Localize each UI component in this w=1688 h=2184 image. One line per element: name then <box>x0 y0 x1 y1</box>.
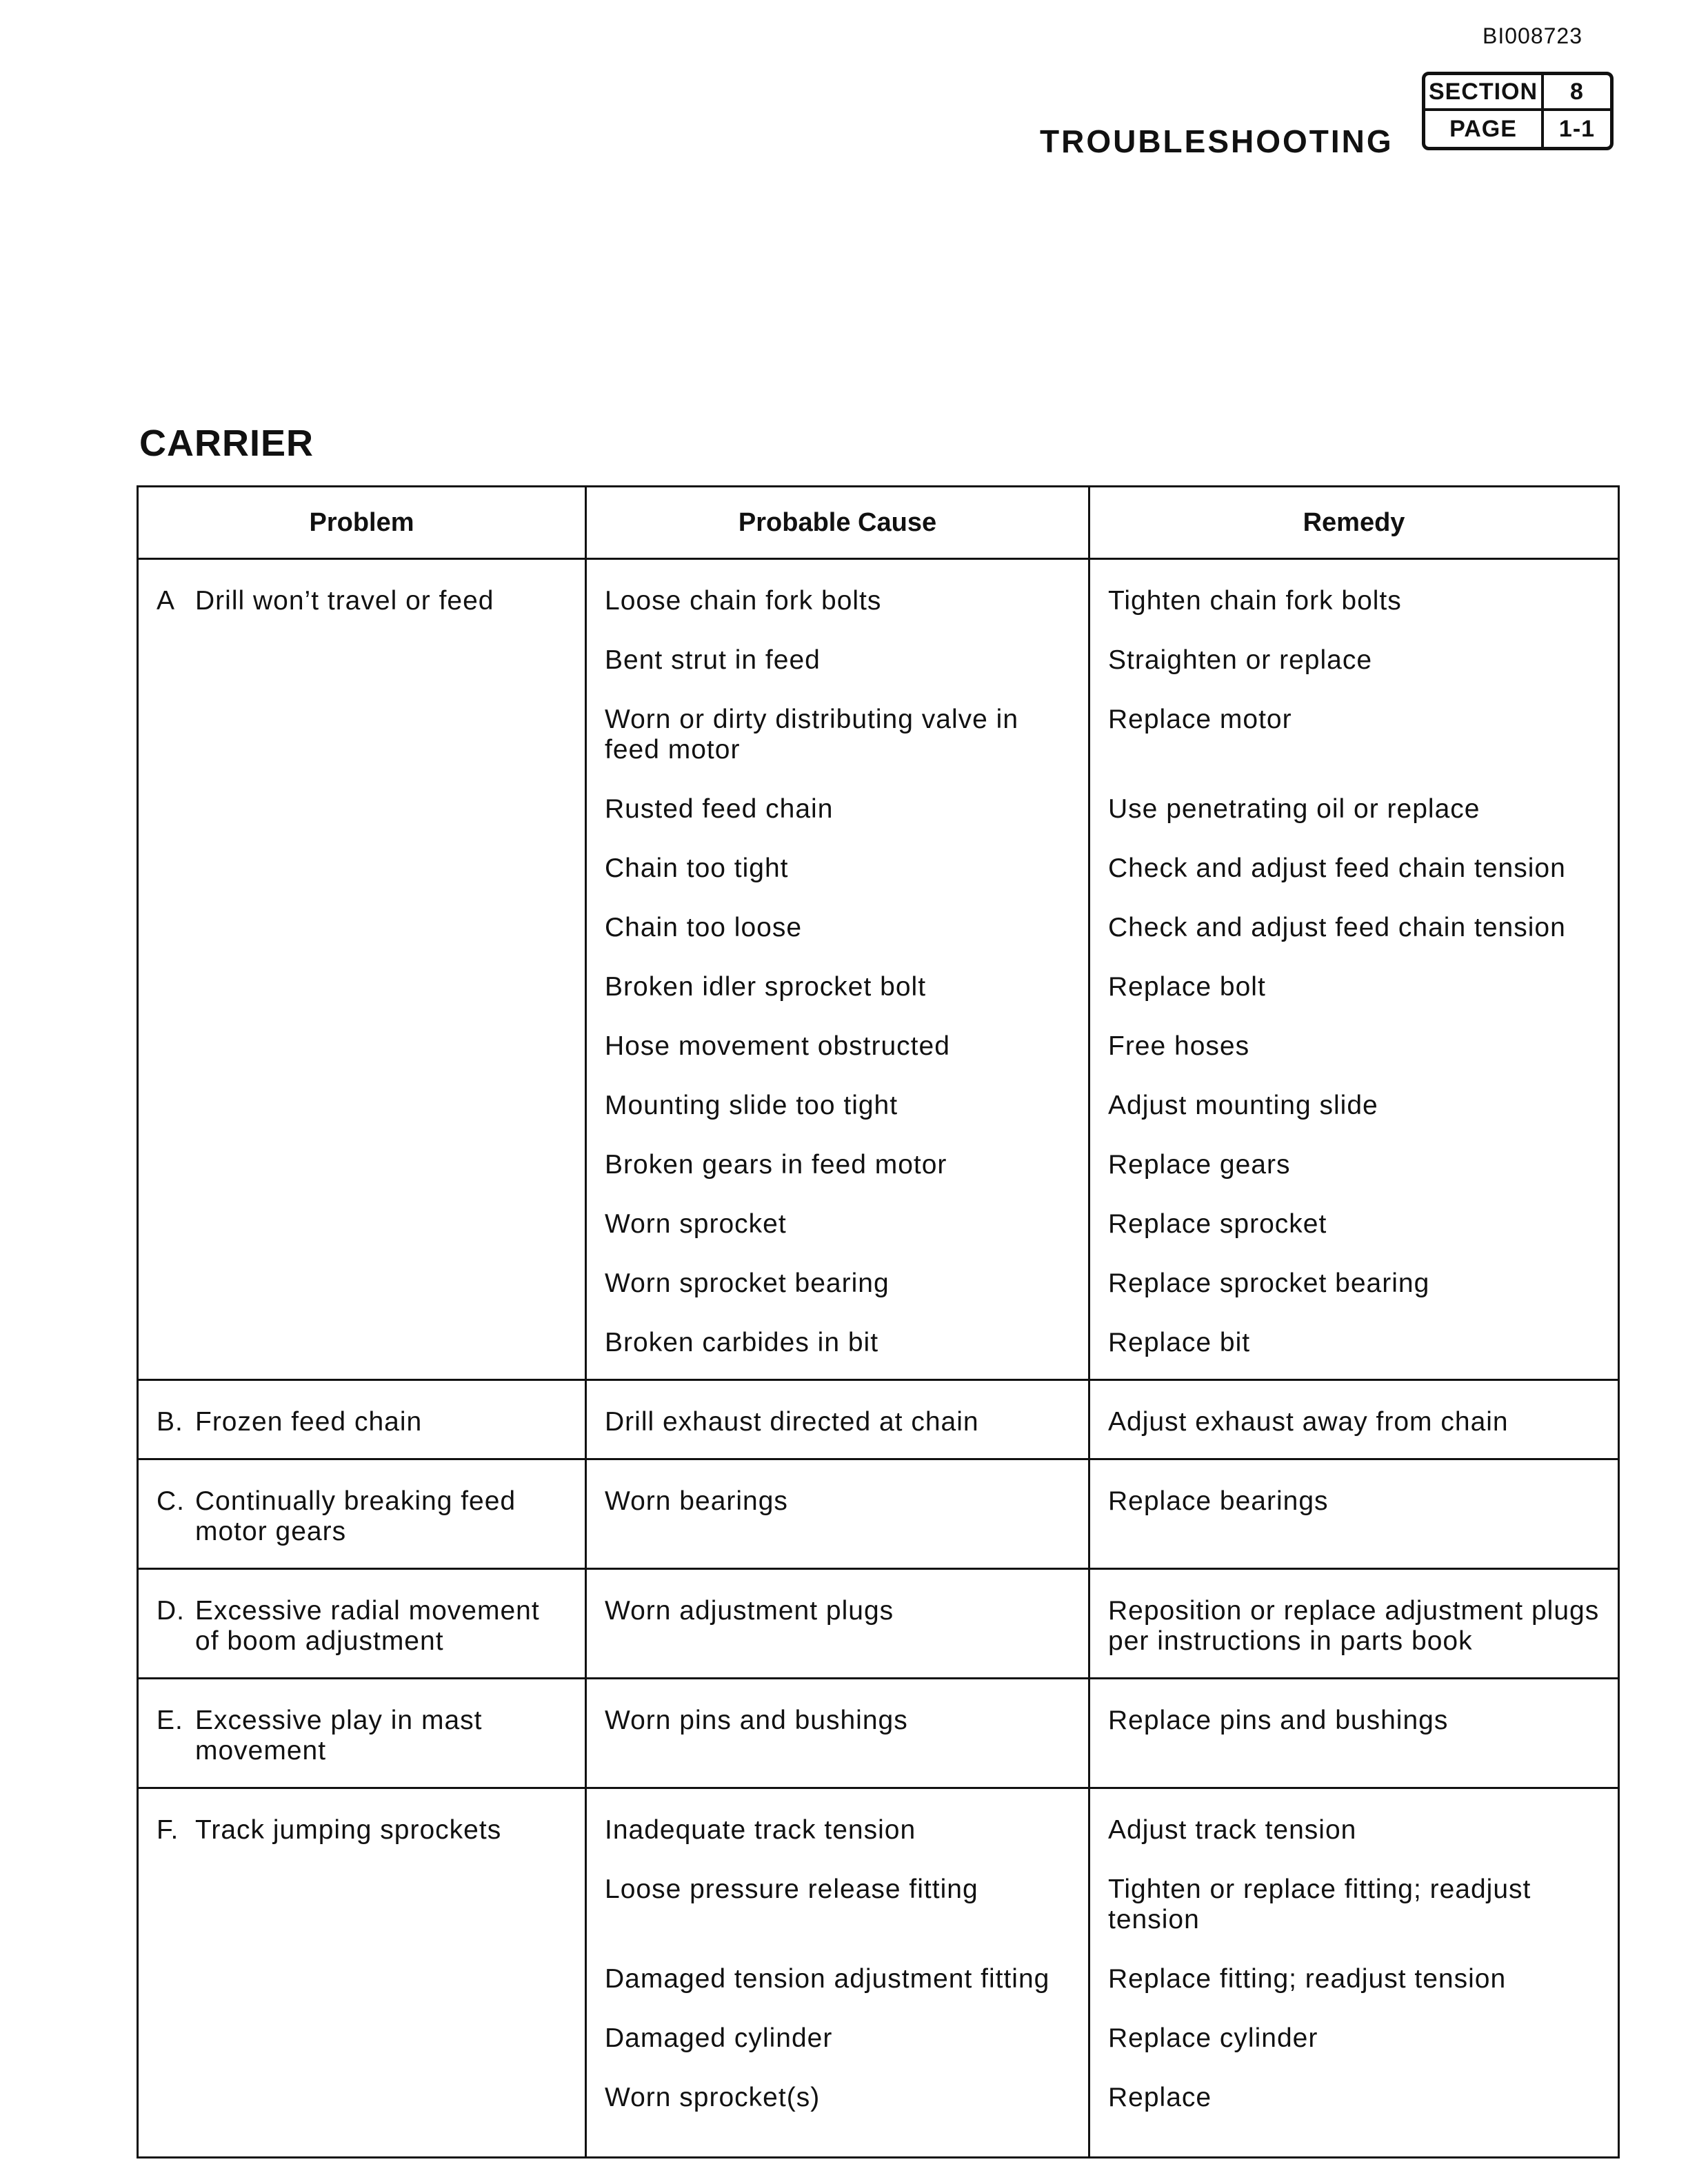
cause-item: Bent strut in feed <box>605 645 821 675</box>
problem-letter: A <box>157 586 176 616</box>
problem-description: Excessive radial movement of boom adjustment <box>195 1596 540 1656</box>
table-header-row <box>138 487 1619 559</box>
cause-item: Worn sprocket <box>605 1209 787 1239</box>
remedy-item: Check and adjust feed chain tension <box>1108 853 1566 883</box>
problem-cell <box>138 1459 586 1569</box>
problem-letter: E. <box>157 1706 183 1735</box>
problem-cell <box>138 1569 586 1679</box>
problem-letter: D. <box>157 1596 185 1626</box>
cause-item: Inadequate track tension <box>605 1815 916 1845</box>
cause-item: Damaged tension adjustment fitting <box>605 1964 1050 1994</box>
remedy-item: Adjust mounting slide <box>1108 1091 1378 1120</box>
problem-description: Drill won’t travel or feed <box>195 586 494 616</box>
cause-list <box>587 1460 1088 1537</box>
remedy-item: Replace bolt <box>1108 972 1266 1002</box>
cause-cell <box>586 1569 1089 1679</box>
remedy-item: Replace bearings <box>1108 1486 1329 1516</box>
cause-list <box>587 1570 1088 1677</box>
table-row <box>138 1679 1619 1788</box>
cause-item: Loose chain fork bolts <box>605 586 882 616</box>
cause-item: Hose movement obstructed <box>605 1031 950 1061</box>
cause-item: Damaged cylinder <box>605 2023 833 2053</box>
problem-cell <box>138 1679 586 1788</box>
cause-item: Chain too tight <box>605 853 789 883</box>
cause-item: Broken gears in feed motor <box>605 1150 947 1180</box>
remedy-item: Replace <box>1108 2083 1212 2112</box>
problem-cell <box>138 559 586 1380</box>
cause-item: Broken idler sprocket bolt <box>605 972 927 1002</box>
troubleshooting-table <box>137 485 1620 2158</box>
section-heading: CARRIER <box>139 423 314 464</box>
remedy-item: Tighten or replace fitting; readjust tension <box>1108 1874 1531 1934</box>
remedy-cell <box>1089 1569 1619 1679</box>
cause-list <box>587 1789 1088 2134</box>
problem-text <box>139 1679 585 1787</box>
remedy-item: Use penetrating oil or replace <box>1108 794 1480 824</box>
remedy-list <box>1090 1789 1618 2134</box>
remedy-item: Replace fitting; readjust tension <box>1108 1964 1507 1994</box>
remedy-cell <box>1089 559 1619 1380</box>
problem-text <box>139 1381 585 1458</box>
page-label: PAGE <box>1425 111 1544 147</box>
column-header-remedy: Remedy <box>1089 487 1619 559</box>
remedy-cell <box>1089 1380 1619 1459</box>
column-header-cause: Probable Cause <box>586 487 1089 559</box>
document-id: BI008723 <box>1483 23 1583 48</box>
problem-description: Continually breaking feed motor gears <box>195 1486 516 1546</box>
cause-item: Worn sprocket(s) <box>605 2083 821 2112</box>
remedy-list <box>1090 560 1618 1379</box>
table-row <box>138 1569 1619 1679</box>
remedy-item: Replace sprocket <box>1108 1209 1327 1239</box>
cause-item: Chain too loose <box>605 913 803 942</box>
remedy-item: Tighten chain fork bolts <box>1108 586 1402 616</box>
remedy-item: Adjust track tension <box>1108 1815 1357 1845</box>
problem-description: Track jumping sprockets <box>195 1815 502 1845</box>
problem-text <box>139 1460 585 1568</box>
remedy-list <box>1090 1570 1618 1677</box>
cause-cell <box>586 1459 1089 1569</box>
remedy-item: Adjust exhaust away from chain <box>1108 1407 1509 1437</box>
remedy-item: Replace gears <box>1108 1150 1291 1180</box>
cause-item: Drill exhaust directed at chain <box>605 1407 979 1437</box>
problem-description: Excessive play in mast movement <box>195 1706 483 1766</box>
remedy-list <box>1090 1460 1618 1537</box>
remedy-item: Free hoses <box>1108 1031 1250 1061</box>
remedy-item: Replace pins and bushings <box>1108 1706 1449 1735</box>
column-header-problem: Problem <box>138 487 586 559</box>
page-title: TROUBLESHOOTING <box>1040 123 1394 159</box>
problem-cell <box>138 1788 586 2158</box>
cause-item: Loose pressure release fitting <box>605 1874 978 1904</box>
section-page-box <box>1422 72 1614 150</box>
problem-text <box>139 1789 585 1866</box>
cause-list <box>587 1381 1088 1458</box>
table-row <box>138 559 1619 1380</box>
problem-letter: F. <box>157 1815 179 1845</box>
table-row <box>138 1459 1619 1569</box>
cause-cell <box>586 559 1089 1380</box>
problem-cell <box>138 1380 586 1459</box>
remedy-list <box>1090 1679 1618 1757</box>
cause-item: Mounting slide too tight <box>605 1091 898 1120</box>
remedy-list <box>1090 1381 1618 1458</box>
remedy-item: Straighten or replace <box>1108 645 1373 675</box>
cause-list <box>587 560 1088 1379</box>
problem-description: Frozen feed chain <box>195 1407 423 1437</box>
cause-item: Worn pins and bushings <box>605 1706 908 1735</box>
table-body <box>138 559 1619 2158</box>
cause-cell <box>586 1679 1089 1788</box>
remedy-item: Reposition or replace adjustment plugs per instructions in parts book <box>1108 1596 1600 1656</box>
cause-item: Worn sprocket bearing <box>605 1268 890 1298</box>
cause-item: Worn adjustment plugs <box>605 1596 894 1626</box>
cause-item: Worn or dirty distributing valve in feed motor <box>605 705 1019 765</box>
cause-item: Worn bearings <box>605 1486 788 1516</box>
table-row <box>138 1788 1619 2158</box>
cause-item: Rusted feed chain <box>605 794 834 824</box>
page-number: 1-1 <box>1558 115 1596 142</box>
problem-letter: C. <box>157 1486 185 1516</box>
remedy-cell <box>1089 1459 1619 1569</box>
cause-cell <box>586 1380 1089 1459</box>
cause-cell <box>586 1788 1089 2158</box>
section-number: 8 <box>1544 75 1610 111</box>
remedy-item: Replace cylinder <box>1108 2023 1318 2053</box>
remedy-item: Replace motor <box>1108 705 1292 734</box>
cause-item: Broken carbides in bit <box>605 1328 879 1357</box>
remedy-cell <box>1089 1788 1619 2158</box>
problem-text <box>139 560 585 637</box>
remedy-item: Replace bit <box>1108 1328 1251 1357</box>
table-row <box>138 1380 1619 1459</box>
cause-list <box>587 1679 1088 1757</box>
remedy-item: Check and adjust feed chain tension <box>1108 913 1566 942</box>
problem-text <box>139 1570 585 1677</box>
problem-letter: B. <box>157 1407 183 1437</box>
remedy-cell <box>1089 1679 1619 1788</box>
section-label: SECTION <box>1425 75 1544 111</box>
remedy-item: Replace sprocket bearing <box>1108 1268 1430 1298</box>
